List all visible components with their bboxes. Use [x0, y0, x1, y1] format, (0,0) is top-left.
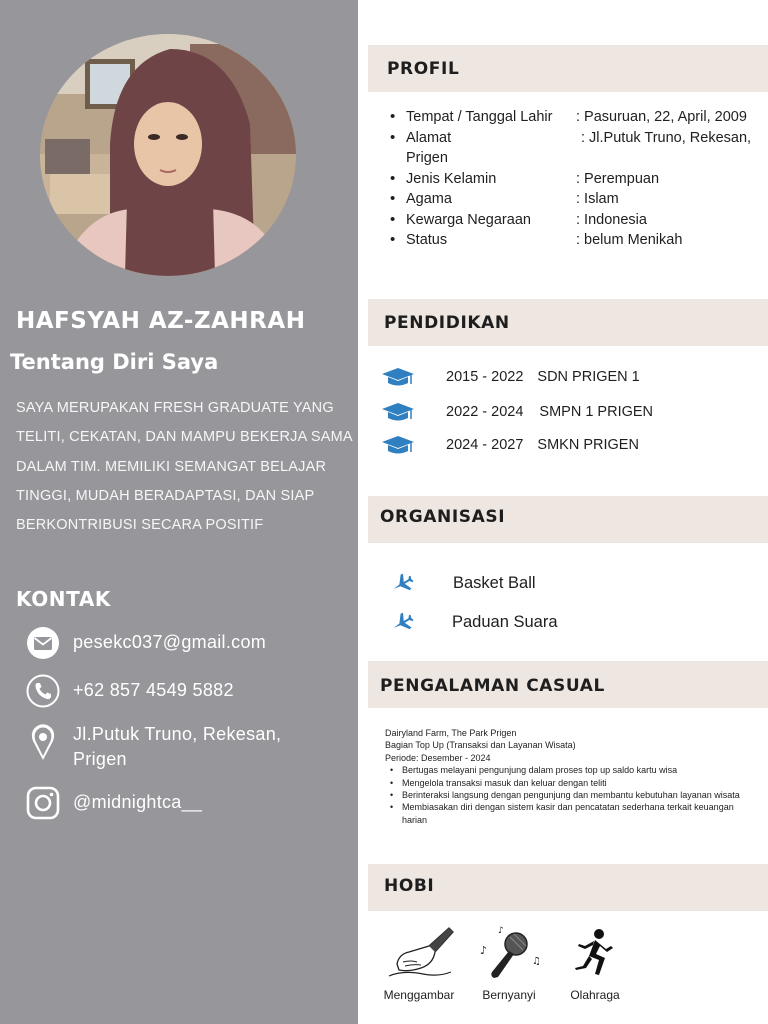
hobby-label: Menggambar	[383, 988, 455, 1002]
list-item: • Membiasakan diri dengan sistem kasir dan pencatatan sederhana terkait keuangan harian	[385, 801, 760, 826]
drawing-hand-icon	[383, 924, 455, 984]
list-item: • Mengelola transaksi masuk dan keluar dengan teliti	[385, 777, 760, 789]
hobby-item	[472, 924, 546, 1002]
education-item: 2024 - 2027 SMKN PRIGEN	[380, 434, 639, 456]
runner-icon	[565, 924, 625, 984]
email-text: pesekc037@gmail.com	[73, 632, 267, 652]
phone-icon	[26, 674, 60, 708]
experience-period: Periode: Desember - 2024	[385, 752, 491, 763]
full-name: HAFSYAH AZ-ZAHRAH	[16, 308, 306, 334]
experience-block	[385, 727, 760, 826]
contact-title: KONTAK	[16, 587, 112, 611]
contact-phone[interactable]	[26, 674, 234, 708]
organization-item: Paduan Suara	[390, 610, 558, 634]
list-item: • Agama : Islam	[388, 189, 766, 210]
instagram-text: @midnightca__	[73, 792, 203, 812]
graduation-cap-icon	[380, 366, 416, 388]
list-item: • Tempat / Tanggal Lahir : Pasuruan, 22, April, 2009	[388, 107, 766, 128]
airplane-icon	[390, 571, 414, 595]
section-hobi	[368, 864, 768, 911]
airplane-icon	[390, 610, 414, 634]
hobby-label: Bernyanyi	[482, 988, 536, 1002]
contact-address[interactable]	[26, 722, 323, 772]
list-item: • Berinteraksi langsung dengan pengunjung dan membantu kebutuhan layanan wisata	[385, 789, 760, 801]
sidebar	[0, 0, 358, 1024]
section-pengalaman	[368, 661, 768, 708]
list-item: • Bertugas melayani pengunjung dalam proses top up saldo kartu wisa	[385, 764, 760, 776]
hobby-label: Olahraga	[570, 988, 620, 1002]
education-item: 2022 - 2024 SMPN 1 PRIGEN	[380, 401, 653, 423]
experience-role: Bagian Top Up (Transaksi dan Layanan Wisata)	[385, 740, 576, 751]
section-title: PROFIL	[387, 59, 460, 79]
education-item: 2015 - 2022 SDN PRIGEN 1	[380, 366, 640, 388]
location-pin-icon	[26, 722, 60, 762]
instagram-icon	[26, 786, 60, 820]
contact-instagram[interactable]	[26, 786, 202, 820]
about-title: Tentang Diri Saya	[10, 350, 219, 374]
svg-text:♪: ♪	[498, 926, 504, 936]
svg-text:♪: ♪	[480, 944, 488, 957]
hobby-item	[378, 924, 460, 1002]
list-item: • Kewarga Negaraan : Indonesia	[388, 210, 766, 231]
mail-icon	[26, 626, 60, 660]
section-title: HOBI	[384, 876, 435, 896]
hobby-item	[560, 924, 630, 1002]
profil-list	[388, 107, 766, 251]
section-pendidikan	[368, 299, 768, 346]
microphone-icon	[476, 924, 542, 984]
section-profil	[368, 45, 768, 92]
phone-text: +62 857 4549 5882	[73, 680, 234, 700]
svg-text:♫: ♫	[532, 956, 541, 967]
address-text: Jl.Putuk Truno, Rekesan, Prigen	[73, 724, 282, 769]
experience-place: Dairyland Farm, The Park Prigen	[385, 728, 517, 738]
section-organisasi	[368, 496, 768, 543]
profile-photo	[40, 34, 296, 276]
graduation-cap-icon	[380, 401, 416, 423]
list-item: • Jenis Kelamin : Perempuan	[388, 169, 766, 190]
contact-email[interactable]	[26, 626, 266, 660]
about-text: SAYA MERUPAKAN FRESH GRADUATE YANG TELITI, CEKATAN, DAN MAMPU BEKERJA SAMA DALAM TIM. MEMILIKI SEMANGAT BELAJAR TINGGI, MUDAH BERADAPTASI, DAN SIAP BERKONTRIBUSI SECARA POSITIF	[16, 400, 352, 534]
graduation-cap-icon	[380, 434, 416, 456]
section-title: PENGALAMAN CASUAL	[380, 676, 605, 696]
section-title: PENDIDIKAN	[384, 313, 510, 333]
section-title: ORGANISASI	[380, 507, 506, 527]
list-item: • Status : belum Menikah	[388, 230, 766, 251]
list-item: • Alamat : Jl.Putuk Truno, Rekesan, Prigen	[388, 128, 766, 169]
organization-item: Basket Ball	[390, 571, 536, 595]
